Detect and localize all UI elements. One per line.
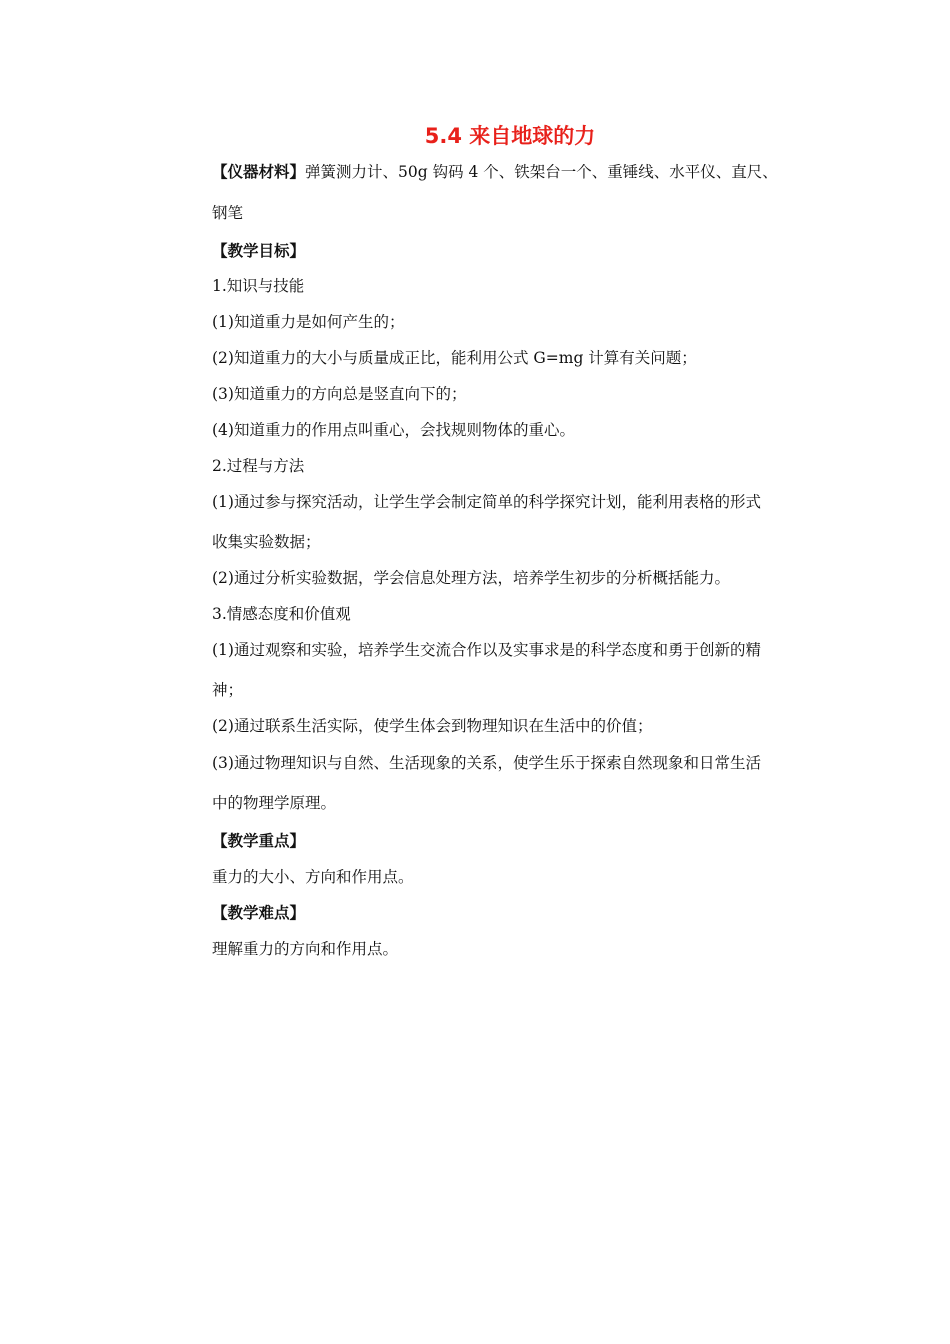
process-item-1-continued: 收集实验数据； <box>212 533 321 551</box>
process-item-2: (2)通过分析实验数据，学会信息处理方法，培养学生初步的分析概括能力。 <box>212 569 730 587</box>
difficulties-text: 理解重力的方向和作用点。 <box>212 940 399 958</box>
attitude-item-1: (1)通过观察和实验，培养学生交流合作以及实事求是的科学态度和勇于创新的精 <box>212 641 761 659</box>
knowledge-item-3: (3)知道重力的方向总是竖直向下的； <box>212 385 467 403</box>
attitude-item-2: (2)通过联系生活实际，使学生体会到物理知识在生活中的价值； <box>212 717 653 735</box>
materials-label: 【仪器材料】 <box>212 163 306 181</box>
materials-text: 弹簧测力计、50g 钩码 4 个、铁架台一个、重锤线、水平仪、直尺、 <box>305 163 778 181</box>
knowledge-item-4: (4)知道重力的作用点叫重心，会找规则物体的重心。 <box>212 421 575 439</box>
difficulties-heading: 【教学难点】 <box>212 904 306 922</box>
key-points-heading: 【教学重点】 <box>212 832 306 850</box>
attitude-item-3-continued: 中的物理学原理。 <box>212 794 337 812</box>
attitude-item-1-continued: 神； <box>212 681 244 699</box>
materials-line <box>212 160 812 184</box>
objectives-heading: 【教学目标】 <box>212 242 306 260</box>
materials-text-continued: 钢笔 <box>212 204 244 222</box>
key-points-text: 重力的大小、方向和作用点。 <box>212 868 414 886</box>
process-method-title: 2.过程与方法 <box>212 457 305 475</box>
knowledge-item-2: (2)知道重力的大小与质量成正比，能利用公式 G=mg 计算有关问题； <box>212 349 697 367</box>
process-item-1: (1)通过参与探究活动，让学生学会制定简单的科学探究计划，能利用表格的形式 <box>212 493 761 511</box>
attitude-values-title: 3.情感态度和价值观 <box>212 605 351 623</box>
attitude-item-3: (3)通过物理知识与自然、生活现象的关系，使学生乐于探索自然现象和日常生活 <box>212 754 761 772</box>
knowledge-skills-title: 1.知识与技能 <box>212 277 305 295</box>
knowledge-item-1: (1)知道重力是如何产生的； <box>212 313 405 331</box>
page-title: 5.4 来自地球的力 <box>424 124 596 148</box>
